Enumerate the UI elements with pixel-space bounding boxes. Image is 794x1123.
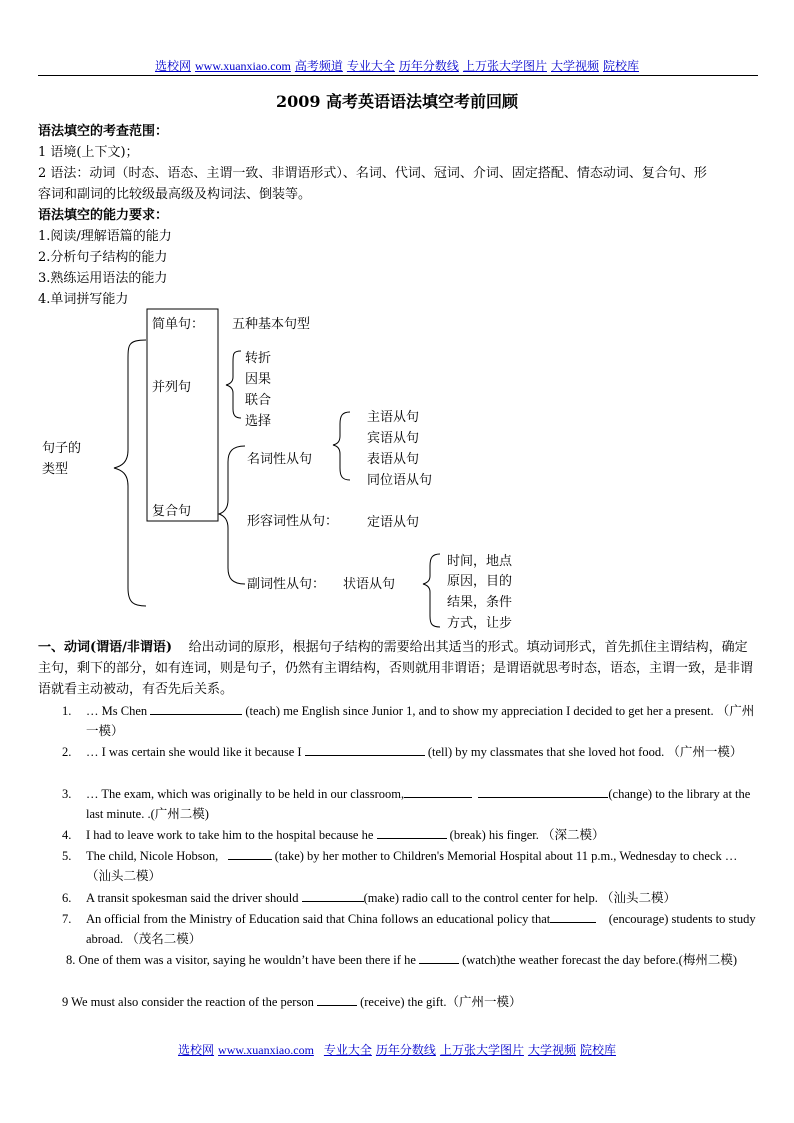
section-verbs-label: 一、动词(谓语/非谓语) (38, 640, 173, 655)
ability-item: 2.分析句子结构的能力 (38, 250, 168, 265)
adv-clause-item: 时间，地点 (447, 554, 513, 569)
header-link-scores[interactable]: 历年分数线 (398, 59, 459, 73)
adv-clause-desc: 状语从句 (343, 577, 396, 592)
header-link-photos[interactable]: 上万张大学图片 (462, 59, 547, 73)
compound-item: 联合 (245, 393, 272, 408)
footer-link-videos[interactable]: 大学视频 (527, 1043, 576, 1057)
question-text: … I was certain she would like it because I (86, 745, 302, 759)
answer-blank[interactable] (302, 889, 364, 902)
scope-heading: 语法填空的考查范围： (38, 124, 169, 139)
header-link-videos[interactable]: 大学视频 (550, 59, 599, 73)
question-item (66, 950, 758, 970)
main-brace (114, 340, 146, 606)
noun-clause-label: 名词性从句 (247, 452, 313, 467)
answer-blank[interactable] (228, 847, 272, 860)
question-number: 5. (62, 849, 72, 863)
ability-item: 4.单词拼写能力 (38, 292, 129, 307)
answer-blank[interactable] (150, 702, 242, 715)
adj-clause-desc: 定语从句 (367, 515, 420, 530)
compound-sentence-label: 并列句 (152, 380, 192, 395)
simple-sentence-desc: 五种基本句型 (232, 317, 311, 332)
header-link-majors[interactable]: 专业大全 (346, 59, 395, 73)
complex-brace (219, 446, 245, 584)
question-number: 9 (62, 995, 69, 1009)
question-number: 1. (62, 704, 72, 718)
header-link-gaokao[interactable]: 高考频道 (294, 59, 343, 73)
ability-heading: 语法填空的能力要求： (38, 208, 169, 223)
header-link-xuanxiao[interactable]: 选校网 (155, 59, 192, 73)
question-text: (teach) me English since Junior 1, and to show my appreciation I decided to get her a present. （广州一模） (86, 704, 755, 738)
footer-link-majors[interactable]: 专业大全 (323, 1043, 372, 1057)
question-number: 7. (62, 912, 72, 926)
question-number: 6. (62, 891, 72, 905)
answer-blank[interactable] (317, 993, 357, 1006)
diagram-root-line2: 类型 (42, 462, 69, 477)
sentence-box (147, 309, 218, 521)
adv-clause-item: 方式，让步 (447, 616, 513, 631)
footer-link-photos[interactable]: 上万张大学图片 (439, 1043, 524, 1057)
scope-item: 1 语境(上下文)； (38, 145, 139, 160)
compound-item: 选择 (245, 414, 272, 429)
question-item (62, 701, 758, 741)
compound-item: 因果 (245, 372, 272, 387)
question-text: … Ms Chen (86, 704, 148, 718)
section-verbs (38, 637, 760, 700)
question-item (62, 909, 758, 949)
question-item (62, 825, 758, 845)
diagram-root-line1: 句子的 (42, 441, 82, 456)
question-text: We must also consider the reaction of the person (71, 995, 314, 1009)
question-number: 4. (62, 828, 72, 842)
noun-clause-item: 同位语从句 (367, 473, 433, 488)
question-number: 2. (62, 745, 72, 759)
question-item (62, 742, 758, 762)
header-link-url[interactable]: www.xuanxiao.com (195, 59, 291, 73)
question-text: I had to leave work to take him to the hospital because he (86, 828, 374, 842)
question-item (62, 888, 758, 908)
compound-item: 转折 (245, 351, 272, 366)
question-item (62, 784, 758, 824)
question-text: An official from the Ministry of Education said that China follows an educational policy that (86, 912, 551, 926)
compound-brace (226, 351, 241, 418)
footer-link-scores[interactable]: 历年分数线 (375, 1043, 436, 1057)
simple-sentence-label: 简单句： (152, 317, 205, 332)
question-text: One of them was a visitor, saying he wouldn’t have been there if he (78, 953, 416, 967)
question-number: 8. (66, 953, 76, 967)
noun-clause-brace (333, 412, 350, 480)
adverbial-brace (423, 554, 440, 627)
question-text: (tell) by my classmates that she loved hot food. （广州一模） (427, 745, 743, 759)
answer-blank[interactable] (478, 785, 608, 798)
question-text: The child, Nicole Hobson, (86, 849, 219, 863)
question-text: A transit spokesman said the driver should (86, 891, 299, 905)
question-text: (receive) the gift.（广州一模） (360, 995, 522, 1009)
footer-link-url[interactable]: www.xuanxiao.com (218, 1043, 314, 1057)
question-number: 3. (62, 787, 72, 801)
question-text: (change) to the library at the last minute. .(广州二模) (86, 787, 751, 821)
question-item (62, 992, 758, 1012)
page-title: 2009 高考英语语法填空考前回顾 (275, 92, 519, 111)
question-text: (encourage) students to study abroad. （茂名二模） (86, 912, 756, 946)
complex-sentence-label: 复合句 (152, 504, 192, 519)
answer-blank[interactable] (377, 826, 447, 839)
footer-link-xuanxiao[interactable]: 选校网 (178, 1043, 215, 1057)
ability-item: 1.阅读/理解语篇的能力 (38, 229, 172, 244)
adj-clause-label: 形容词性从句： (247, 514, 339, 529)
adv-clause-label: 副词性从句： (247, 577, 326, 592)
question-text: (break) his finger. （深二模） (449, 828, 605, 842)
footer-link-colleges[interactable]: 院校库 (579, 1043, 616, 1057)
adv-clause-item: 结果，条件 (447, 595, 513, 610)
question-text: (watch)the weather forecast the day before.(梅州二模) (462, 953, 737, 967)
question-text: (take) by her mother to Children's Memorial Hospital about 11 p.m., Wednesday to check … （汕头二模） (86, 849, 738, 883)
ability-item: 3.熟练运用语法的能力 (38, 271, 168, 286)
answer-blank[interactable] (305, 743, 425, 756)
header-link-colleges[interactable]: 院校库 (602, 59, 639, 73)
scope-item: 容词和副词的比较级最高级及构词法、倒装等。 (38, 187, 312, 202)
scope-item: 2 语法：动词（时态、语态、主谓一致、非谓语形式）、名词、代词、冠词、介词、固定搭配、情态动词、复合句、形 (38, 166, 707, 181)
question-item (62, 846, 758, 886)
answer-blank[interactable] (404, 785, 472, 798)
section-verbs-intro: 给出动词的原形，根据句子结构的需要给出其适当的形式。填动词形式，首先抓住主谓结构，确定主句，剩下的部分，如有连词，则是句子，仍然有主谓结构，否则就用非谓语；是谓语就思考时态，语态，主谓一致，是非谓语就看主动被动，有否先后关系。 (38, 640, 754, 697)
answer-blank[interactable] (550, 910, 596, 923)
noun-clause-item: 宾语从句 (367, 431, 420, 446)
question-text: … The exam, which was originally to be held in our classroom, (86, 787, 405, 801)
adv-clause-item: 原因，目的 (447, 574, 513, 589)
answer-blank[interactable] (419, 951, 459, 964)
footer-links (0, 1041, 794, 1058)
noun-clause-item: 表语从句 (367, 452, 420, 467)
question-text: (make) radio call to the control center for help. （汕头二模） (363, 891, 677, 905)
noun-clause-item: 主语从句 (367, 410, 420, 425)
